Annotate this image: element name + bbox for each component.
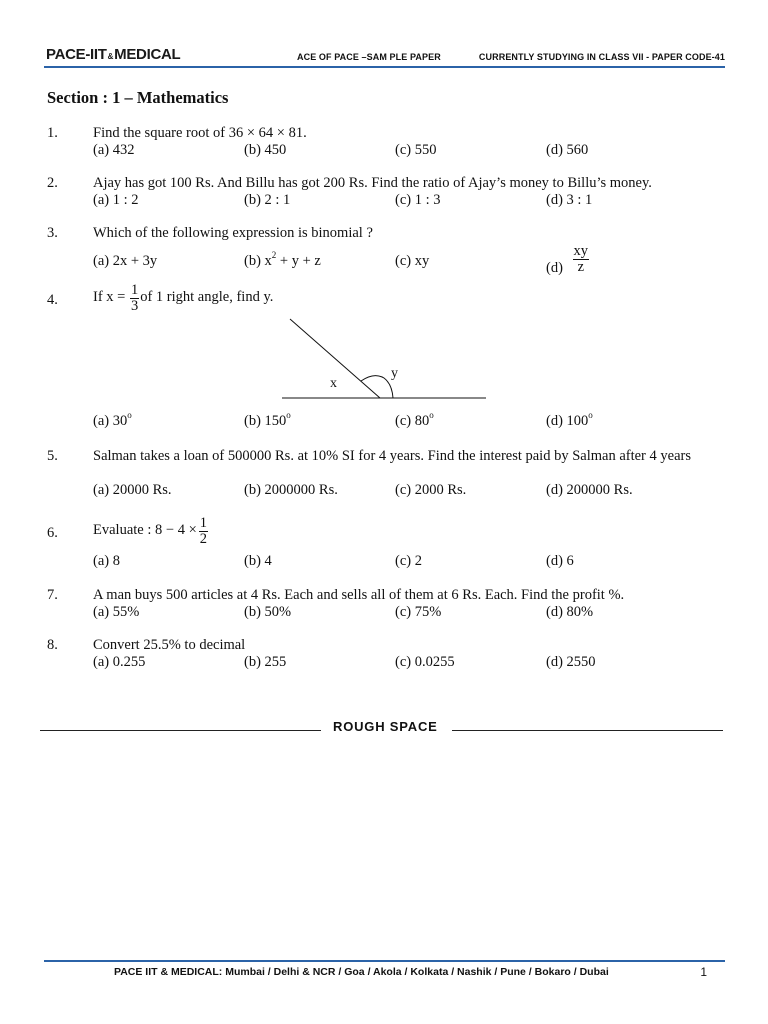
option-d: (d) 100$^o$ bbox=[546, 410, 593, 429]
rough-space-divider bbox=[40, 719, 723, 739]
option-c: (c) 2 bbox=[395, 553, 422, 569]
header-paper-code: CURRENTLY STUDYING IN CLASS VII - PAPER CODE-41 bbox=[478, 52, 725, 62]
option-c: (c) 0.0255 bbox=[395, 654, 455, 670]
option-b: (b) 2 : 1 bbox=[244, 192, 291, 208]
option-a: (a) 30$^o$ bbox=[93, 410, 132, 429]
option-d: (d) 200000 Rs. bbox=[546, 482, 633, 498]
question-number: 3. bbox=[47, 225, 58, 241]
question-number: 7. bbox=[47, 587, 58, 603]
question-number: 6. bbox=[47, 525, 58, 541]
option-a: (a) 20000 Rs. bbox=[93, 482, 172, 498]
option-b: (b) 4 bbox=[244, 553, 272, 569]
option-c: (c) xy bbox=[395, 253, 430, 269]
option-c: (c) 75% bbox=[395, 604, 442, 620]
question-text: If x = $\frac{1}{3}$ of 1 right angle, find y. bbox=[93, 282, 274, 314]
option-b: (b) 150$^o$ bbox=[244, 410, 291, 429]
angle-diagram bbox=[270, 312, 500, 412]
option-a: (a) 2x + 3y bbox=[93, 253, 158, 269]
question-text: Convert 25.5% to decimal bbox=[93, 637, 246, 653]
page-number: 1 bbox=[700, 965, 707, 979]
question-number: 8. bbox=[47, 637, 58, 653]
option-d: (d) 3 : 1 bbox=[546, 192, 593, 208]
header-paper-title: ACE OF PACE –SAM PLE PAPER bbox=[297, 52, 441, 62]
option-b: (b) 2000000 Rs. bbox=[244, 482, 338, 498]
option-d: (d) 80% bbox=[546, 604, 594, 620]
option-c: (c) 2000 Rs. bbox=[395, 482, 467, 498]
question-text: Ajay has got 100 Rs. And Billu has got 200 Rs. Find the ratio of Ajay’s money to Billu’s money. bbox=[93, 175, 652, 191]
option-a: (a) 8 bbox=[93, 553, 120, 569]
angle-label-y: y bbox=[391, 366, 398, 381]
option-a: (a) 55% bbox=[93, 604, 140, 620]
divider-line-right bbox=[452, 730, 723, 731]
option-c: (c) 1 : 3 bbox=[395, 192, 441, 208]
option-c: (c) 80$^o$ bbox=[395, 410, 434, 429]
section-title: Section : 1 – Mathematics bbox=[47, 88, 229, 107]
angle-label-x: x bbox=[330, 376, 337, 391]
fraction: $\frac{1}{2}$ bbox=[199, 515, 207, 547]
brand-logo: PACE-IIT&MEDICAL bbox=[46, 46, 181, 63]
question-text: Evaluate : 8 − 4 × $\frac{1}{2}$ bbox=[93, 515, 207, 547]
option-d: (d) 2550 bbox=[546, 654, 596, 670]
option-a: (a) 432 bbox=[93, 142, 135, 158]
option-c: (c) 550 bbox=[395, 142, 437, 158]
option-b: (b) 255 bbox=[244, 654, 287, 670]
option-d: (d) 6 bbox=[546, 553, 574, 569]
footer-locations: PACE IIT & MEDICAL: Mumbai / Delhi & NCR / Goa / Akola / Kolkata / Nashik / Pune / Bokaro / Dubai bbox=[114, 966, 609, 978]
question-text: A man buys 500 articles at 4 Rs. Each and sells all of them at 6 Rs. Each. Find the profit %. bbox=[93, 587, 625, 603]
page-header bbox=[44, 46, 725, 68]
question-number: 1. bbox=[47, 125, 58, 141]
question-number: 5. bbox=[47, 448, 58, 464]
option-b: (b) 450 bbox=[244, 142, 287, 158]
option-a: (a) 0.255 bbox=[93, 654, 146, 670]
rough-space-label: ROUGH SPACE bbox=[333, 719, 438, 734]
page-footer bbox=[44, 960, 725, 982]
option-b: (b) 50% bbox=[244, 604, 292, 620]
divider-line-left bbox=[40, 730, 321, 731]
question-text: Which of the following expression is binomial ? bbox=[93, 225, 373, 241]
option-d: (d) $\frac{xy}{z}$ bbox=[546, 243, 589, 276]
option-b: (b) $x^2 + y + z$ bbox=[244, 250, 321, 269]
fraction: $\frac{xy}{z}$ bbox=[573, 243, 589, 275]
fraction: $\frac{1}{3}$ bbox=[130, 282, 139, 314]
question-text: Salman takes a loan of 500000 Rs. at 10% SI for 4 years. Find the interest paid by Salman after 4 years bbox=[93, 448, 691, 464]
angle-arc bbox=[361, 376, 393, 398]
option-d: (d) 560 bbox=[546, 142, 589, 158]
option-a: (a) 1 : 2 bbox=[93, 192, 139, 208]
question-number: 4. bbox=[47, 292, 58, 308]
question-text: Find the square root of 36 × 64 × 81. bbox=[93, 125, 307, 141]
question-number: 2. bbox=[47, 175, 58, 191]
